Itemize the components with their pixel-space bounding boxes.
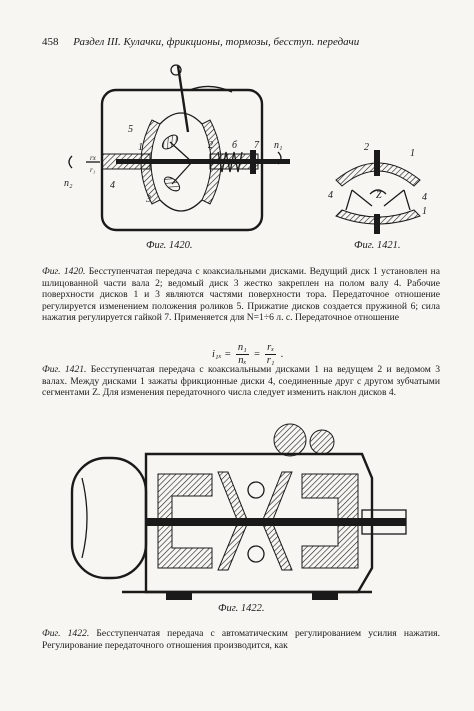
fig1420-label-6: б: [232, 140, 238, 151]
fig1421-label-2: 2: [364, 142, 369, 153]
section-title: Раздел III. Кулачки, фрикционы, тормозы, бесступ. передачи: [73, 36, 360, 48]
formula-lhs: i₁ₓ =: [212, 348, 232, 360]
paragraph-1421-lead: Фиг. 1421.: [42, 364, 87, 375]
paragraph-1421-body: Бесступенчатая передача с коаксиальными дисками 1 на ведущем 2 и ведомом 3 валах. Между дисками 1 зажаты фрикционные диски 4, соединенные друг с другом зубчатыми сегментами Z. Для изменения передаточного числа следует изменить наклон дисков 4.: [42, 364, 440, 399]
formula-equals: =: [253, 348, 261, 360]
fig1420-label-n1: n₁: [274, 140, 283, 151]
fig1420-label-n2: n₂: [64, 178, 73, 189]
paragraph-1422-body: Бесступенчатая передача с автоматическим регулированием усилия нажатия. Регулирование передаточного отношения производится, как: [42, 628, 440, 651]
page-number: 458: [42, 36, 59, 48]
formula-f1-numerator: n₁: [237, 342, 247, 353]
paragraph-1422-lead: Фиг. 1422.: [42, 628, 90, 639]
paragraph-fig-1420: [42, 266, 440, 324]
formula-f2-denominator: r₁: [266, 355, 275, 366]
formula-end: .: [280, 348, 284, 360]
paragraph-fig-1421: [42, 364, 440, 399]
fig1420-label-rx: rx: [90, 154, 96, 162]
fig1420-label-2: 2: [208, 140, 213, 151]
paragraph-1420-body: Бесступенчатая передача с коаксиальными дисками. Ведущий диск 1 установлен на шлицованной части вала 2; ведомый диск 3 жестко закреплен на полом валу 4. Рабочие поверхности дисков 1 и 3 являются частями поверхности тора. Передаточное отношение регулируется изменением положения роликов 5. Прижатие дисков создается пружиной 6; сила нажатия регулируется гайкой 7. Применяется для N=1÷6 л. с. Передаточное отношение: [42, 266, 441, 324]
figure-1422-drawing: [62, 418, 412, 608]
fig1420-label-7: 7: [254, 140, 259, 151]
fig1421-label-1-top: 1: [410, 148, 415, 159]
paragraph-fig-1422: [42, 628, 440, 651]
figure-1420-caption: Фиг. 1420.: [146, 240, 193, 251]
fig1421-label-z: Z: [376, 190, 382, 201]
fig1420-label-4: 4: [110, 180, 115, 191]
formula-f1-denominator: nₓ: [238, 355, 247, 366]
figure-1420-drawing: [60, 62, 290, 240]
fig1420-label-3: 3: [146, 194, 151, 205]
fig1420-label-r1: r₁: [90, 166, 96, 174]
page-header: [42, 36, 442, 49]
fig1420-label-1: 1: [138, 142, 143, 153]
figure-1421-caption: Фиг. 1421.: [354, 240, 401, 251]
fig1421-label-1-bottom: 1: [422, 206, 427, 217]
figure-1421-drawing: [322, 140, 434, 236]
fig1421-label-4-right: 4: [422, 192, 427, 203]
fig1420-label-5: 5: [128, 124, 133, 135]
figure-1422-caption: Фиг. 1422.: [218, 603, 265, 614]
formula-f2-numerator: rₓ: [267, 342, 275, 353]
paragraph-1420-lead: Фиг. 1420.: [42, 266, 86, 277]
fig1421-label-4-left: 4: [328, 190, 333, 201]
